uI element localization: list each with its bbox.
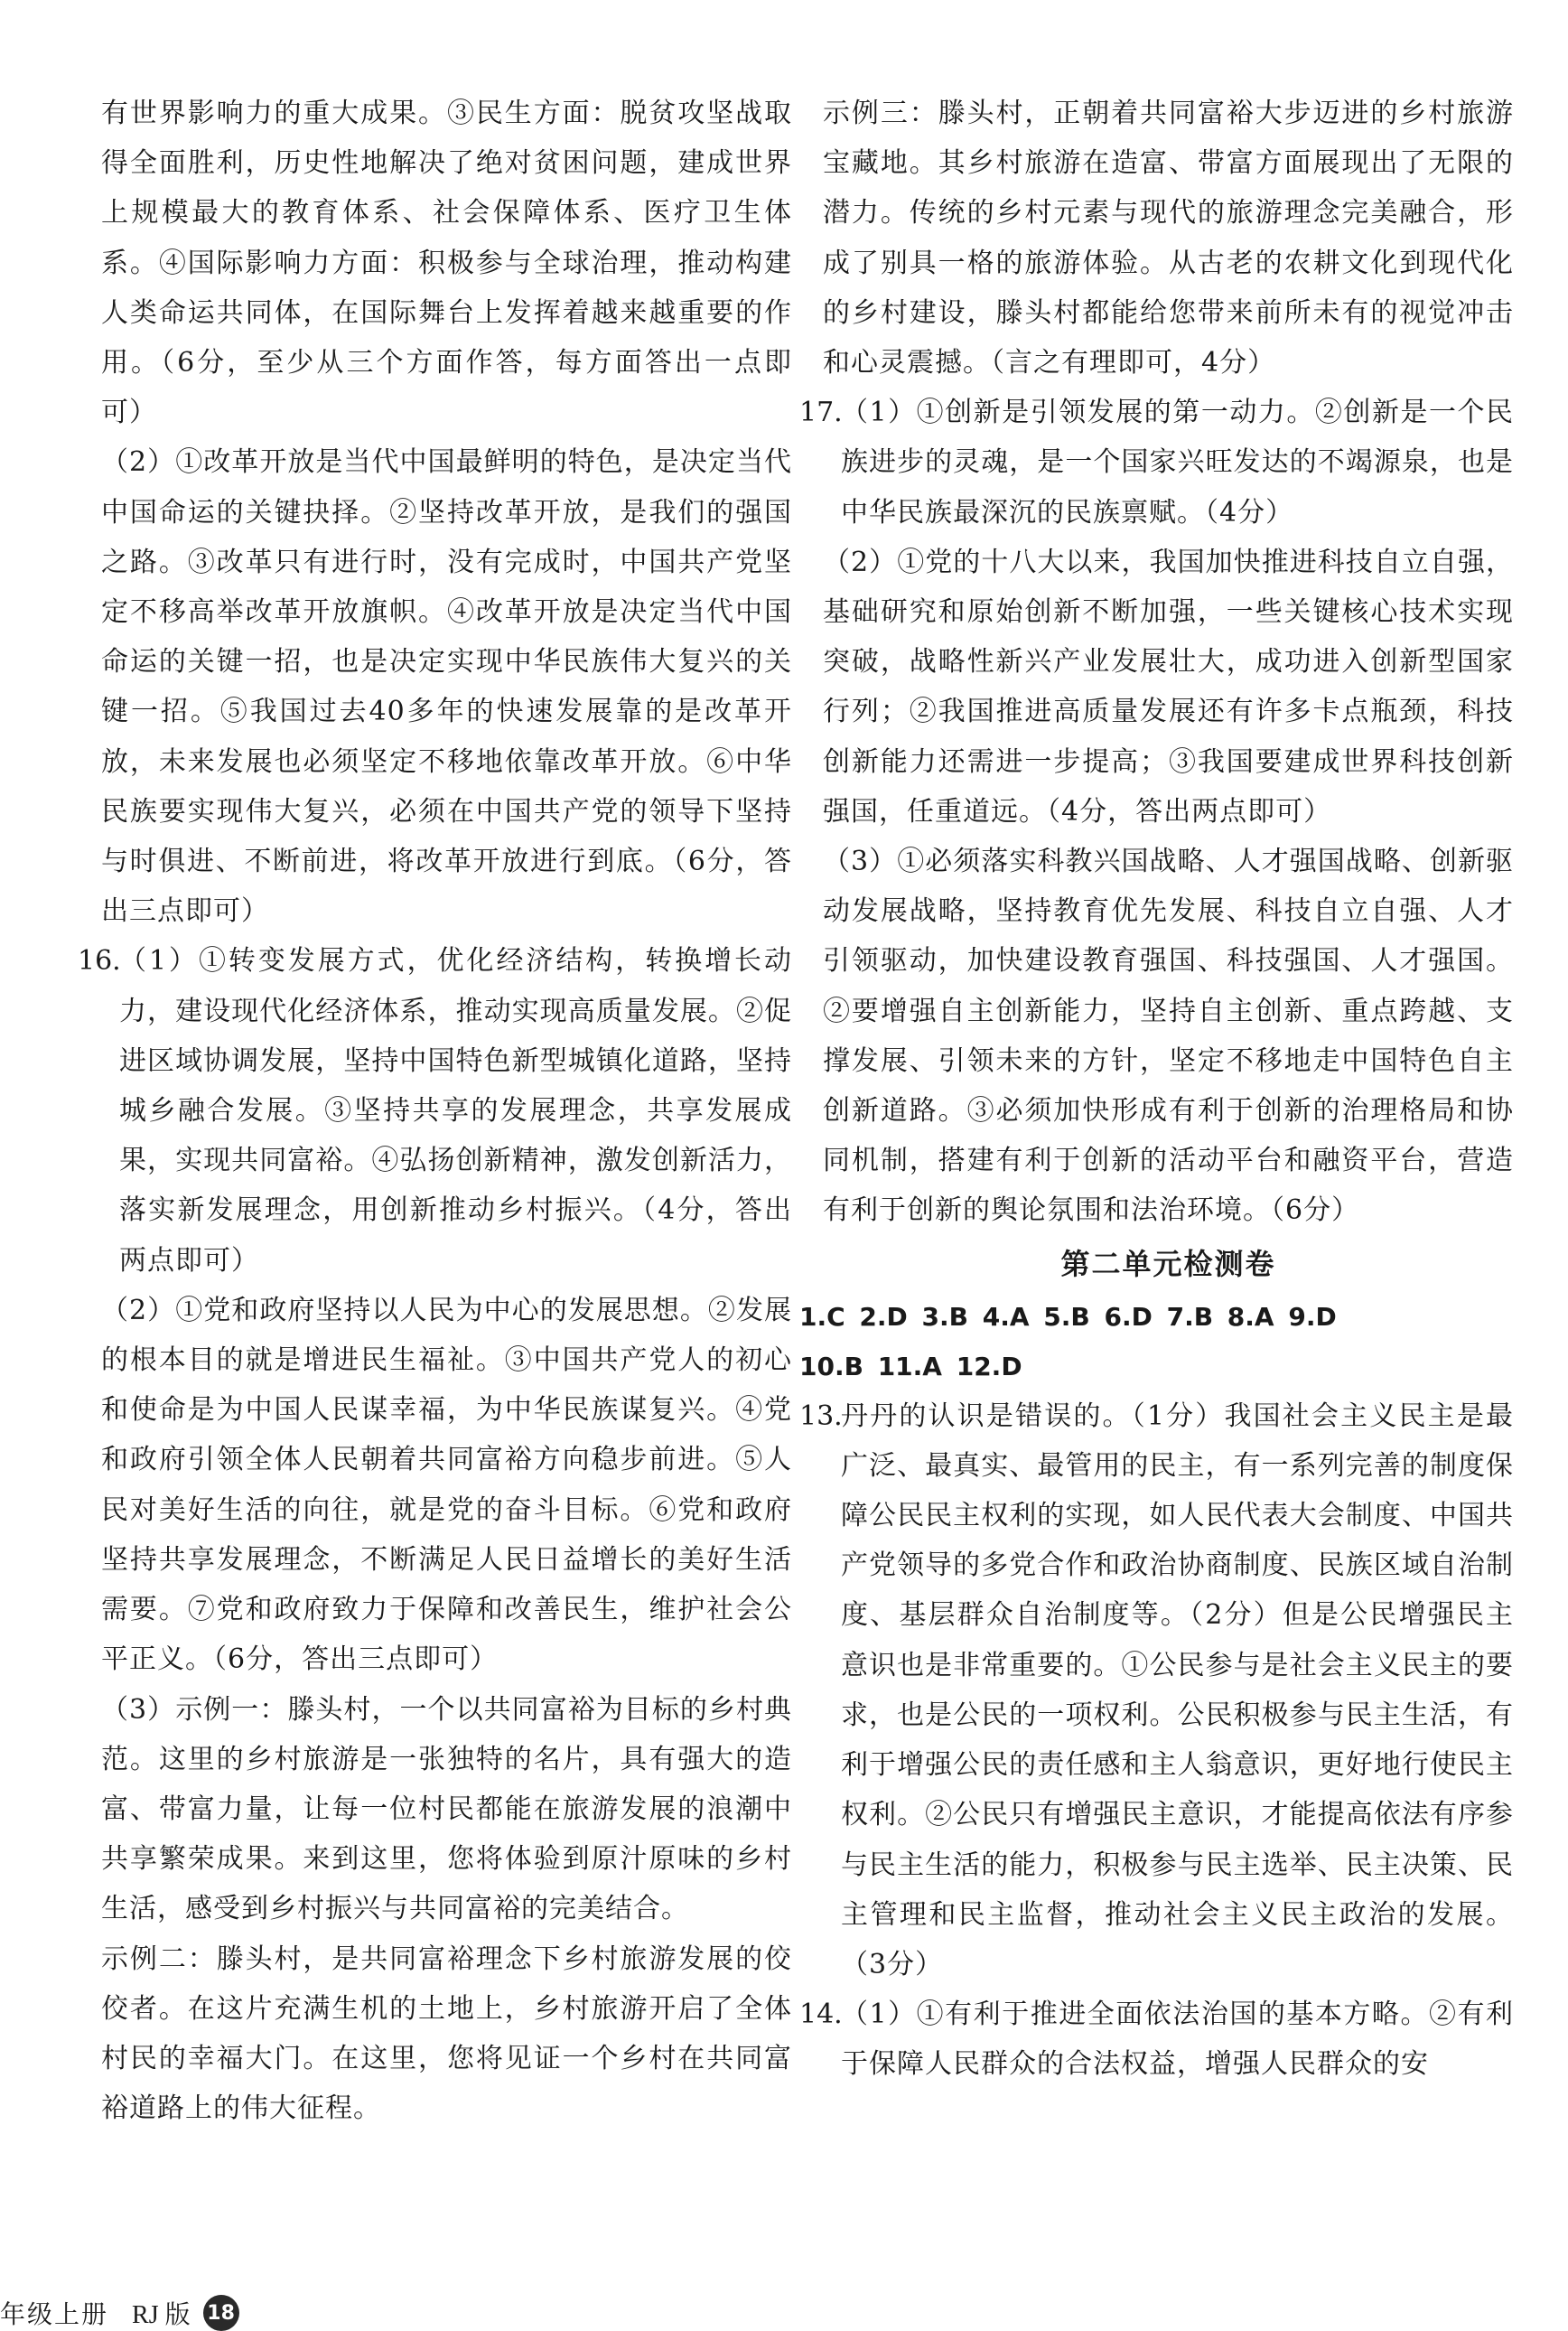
question-number: 17. — [799, 397, 843, 429]
page-number-badge: 18 — [203, 2295, 239, 2331]
question-14 — [799, 1989, 1514, 2089]
question-13 — [799, 1391, 1514, 1989]
question-number: 16. — [78, 945, 121, 978]
question-number: 13. — [799, 1400, 843, 1432]
right-column — [799, 89, 1514, 2090]
paragraph: （2）①党的十八大以来，我国加快推进科技自立自强，基础研究和原始创新不断加强，一些关键核心技术实现突破，战略性新兴产业发展壮大，成功进入创新型国家行列；②我国推进高质量发展还有许多卡点瓶颈，科技创新能力还需进一步提高；③我国要建成世界科技创新强国，任重道远。（4分，答出两点即可） — [823, 546, 1514, 828]
footer-grade-text: 年级上册 — [0, 2299, 109, 2329]
paragraph: 示例二：滕头村，是共同富裕理念下乡村旅游发展的佼佼者。在这片充满生机的土地上，乡村旅游开启了全体村民的幸福大门。在这里，您将见证一个乡村在共同富裕道路上的伟大征程。 — [101, 1942, 792, 2125]
footer-edition: RJ 版 — [132, 2301, 191, 2329]
paragraph: （2）①改革开放是当代中国最鲜明的特色，是决定当代中国命运的关键抉择。②坚持改革开放，是我们的强国之路。③改革只有进行时，没有完成时，中国共产党坚定不移高举改革开放旗帜。④改革开放是决定当代中国命运的关键一招，也是决定实现中华民族伟大复兴的关键一招。⑤我国过去40多年的快速发展靠的是改革开放，未来发展也必须坚定不移地依靠改革开放。⑥中华民族要实现伟大复兴，必须在中国共产党的领导下坚持与时俱进、不断前进，将改革开放进行到底。（6分，答出三点即可） — [101, 446, 792, 928]
paragraph: 示例三：滕头村，正朝着共同富裕大步迈进的乡村旅游宝藏地。其乡村旅游在造富、带富方面展现出了无限的潜力。传统的乡村元素与现代的旅游理念完美融合，形成了别具一格的旅游体验。从古老的农耕文化到现代化的乡村建设，滕头村都能给您带来前所未有的视觉冲击和心灵震撼。（言之有理即可，4分） — [823, 98, 1514, 379]
paragraph: 丹丹的认识是错误的。（1分）我国社会主义民主是最广泛、最真实、最管用的民主，有一系列完善的制度保障公民民主权利的实现，如人民代表大会制度、中国共产党领导的多党合作和政治协商制度、民族区域自治制度、基层群众自治制度等。（2分）但是公民增强民主意识也是非常重要的。①公民参与是社会主义民主的要求，也是公民的一项权利。公民积极参与民主生活，有利于增强公民的责任感和主人翁意识，更好地行使民主权利。②公民只有增强民主意识，才能提高依法有序参与民主生活的能力，积极参与民主选举、民主决策、民主管理和民主监督，推动社会主义民主政治的发展。（3分） — [841, 1400, 1514, 1980]
question-number: 14. — [799, 1999, 843, 2031]
choice-answers-line: 1.C 2.D 3.B 4.A 5.B 6.D 7.B 8.A 9.D — [799, 1301, 1337, 1332]
paragraph: （2）①党和政府坚持以人民为中心的发展思想。②发展的根本目的就是增进民生福祉。③中国共产党人的初心和使命是为中国人民谋幸福，为中华民族谋复兴。④党和政府引领全体人民朝着共同富裕方向稳步前进。⑤人民对美好生活的向往，就是党的奋斗目标。⑥党和政府坚持共享发展理念，不断满足人民日益增长的美好生活需要。⑦党和政府致力于保障和改善民生，维护社会公平正义。（6分，答出三点即可） — [101, 1294, 792, 1676]
page-footer — [0, 2295, 239, 2331]
left-column — [78, 89, 792, 2133]
paragraph: （1）①有利于推进全面依法治国的基本方略。②有利于保障人民群众的合法权益，增强人民群众的安 — [841, 1999, 1514, 2081]
paragraph: （1）①转变发展方式，优化经济结构，转换增长动力，建设现代化经济体系，推动实现高质量发展。②促进区域协调发展，坚持中国特色新型城镇化道路，坚持城乡融合发展。③坚持共享的发展理念，共享发展成果，实现共同富裕。④弘扬创新精神，激发创新活力，落实新发展理念，用创新推动乡村振兴。（4分，答出两点即可） — [119, 945, 792, 1277]
choice-answers-line: 10.B 11.A 12.D — [799, 1351, 1022, 1381]
question-17 — [799, 388, 1514, 538]
question-16 — [78, 936, 792, 1285]
paragraph: （3）示例一：滕头村，一个以共同富裕为目标的乡村典范。这里的乡村旅游是一张独特的名片，具有强大的造富、带富力量，让每一位村民都能在旅游发展的浪潮中共享繁荣成果。来到这里，您将体验到原汁原味的乡村生活，感受到乡村振兴与共同富裕的完美结合。 — [101, 1693, 792, 1925]
paragraph: （1）①创新是引领发展的第一动力。②创新是一个民族进步的灵魂，是一个国家兴旺发达的不竭源泉，也是中华民族最深沉的民族禀赋。（4分） — [841, 397, 1514, 529]
paragraph: （3）①必须落实科教兴国战略、人才强国战略、创新驱动发展战略，坚持教育优先发展、科技自立自强、人才引领驱动，加快建设教育强国、科技强国、人才强国。②要增强自主创新能力，坚持自主创新、重点跨越、支撑发展、引领未来的方针，坚定不移地走中国特色自主创新道路。③必须加快形成有利于创新的治理格局和协同机制，搭建有利于创新的活动平台和融资平台，营造有利于创新的舆论氛围和法治环境。（6分） — [823, 846, 1514, 1227]
paragraph: 有世界影响力的重大成果。③民生方面：脱贫攻坚战取得全面胜利，历史性地解决了绝对贫困问题，建成世界上规模最大的教育体系、社会保障体系、医疗卫生体系。④国际影响力方面：积极参与全球治理，推动构建人类命运共同体，在国际舞台上发挥着越来越重要的作用。（6分，至少从三个方面作答，每方面答出一点即可） — [101, 98, 792, 429]
unit-title: 第二单元检测卷 — [1060, 1246, 1276, 1281]
